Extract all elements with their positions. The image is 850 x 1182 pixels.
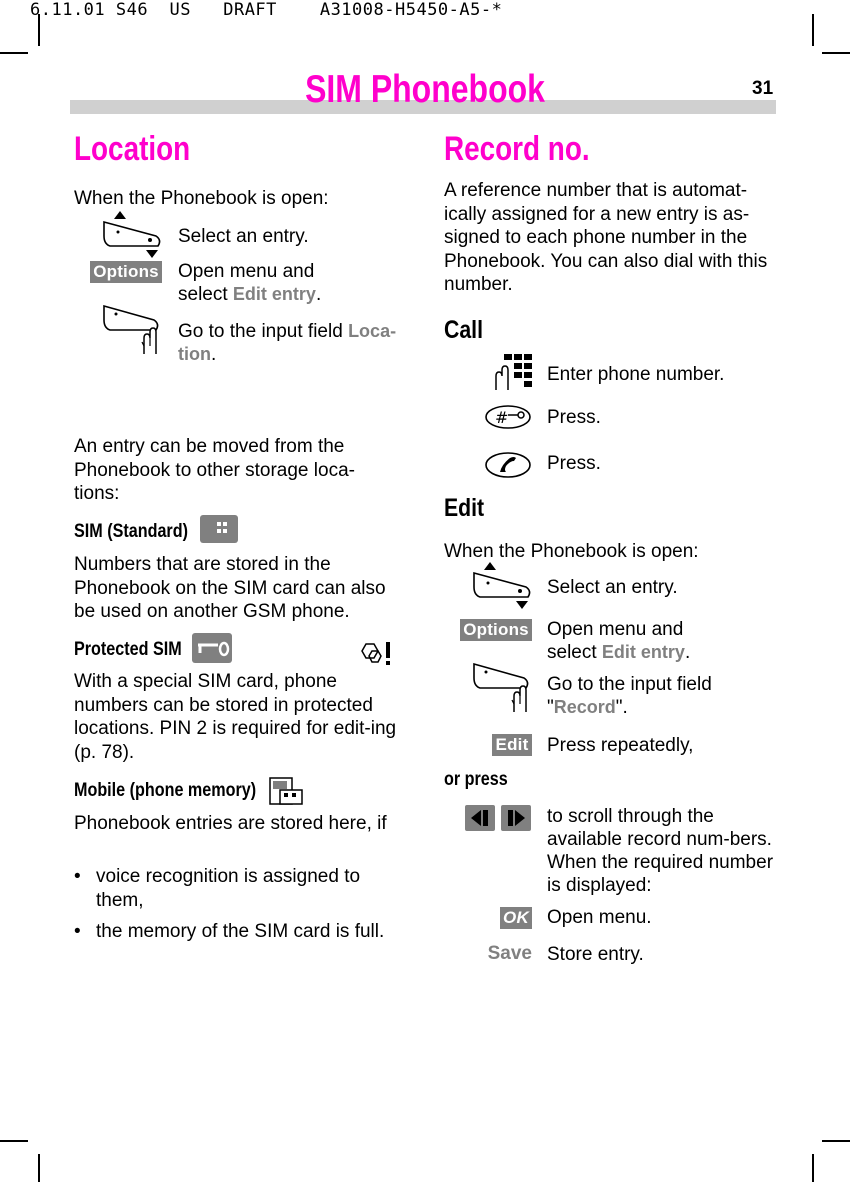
navigation-key-icon [470, 561, 534, 611]
crop-mark [812, 14, 814, 46]
hash-key-icon [484, 403, 532, 431]
protected-sim-label: Protected SIM [74, 639, 182, 660]
navigation-key-press-icon [470, 660, 534, 714]
navigation-key-icon [100, 210, 164, 260]
or-press-label: or press [444, 769, 508, 790]
navigation-key-press-icon [100, 302, 164, 356]
draft-line: 6.11.01 S46 US DRAFT A31008-H5450-A5-* [30, 0, 503, 20]
location-step3-label: Go to the input field [178, 321, 343, 342]
scroll-text: to scroll through the available record num-bers. When the required number is displayed: [547, 806, 774, 896]
edit-intro: When the Phonebook is open: [444, 541, 699, 562]
crop-mark [812, 1154, 814, 1182]
period: . [684, 642, 691, 663]
select-word: select [547, 642, 597, 663]
edit-step2-line2 [547, 641, 690, 664]
edit-step1-text: Select an entry. [547, 577, 678, 598]
location-intro: When the Phonebook is open: [74, 188, 329, 209]
period: . [315, 284, 322, 305]
edit-step2-text [547, 618, 690, 664]
location-step2-text [178, 260, 321, 306]
svg-text:#: # [495, 408, 509, 427]
edit-entry-keyword: Edit entry [601, 642, 685, 662]
mobile-label: Mobile (phone memory) [74, 780, 257, 801]
call-step2-text: Press. [547, 407, 601, 428]
location-step3-text [178, 320, 413, 366]
sim-standard-label: SIM (Standard) [74, 521, 188, 542]
list-item [74, 920, 404, 944]
page-title: SIM Phonebook [305, 68, 545, 111]
sim-icon [200, 515, 238, 543]
keypad-icon [488, 352, 532, 392]
bullet-icon: • [74, 866, 81, 887]
scroll-right-icon[interactable] [501, 805, 531, 831]
save-softkey[interactable]: Save [487, 943, 532, 964]
quote-close: ". [615, 697, 628, 718]
location-step2-line1: Open menu and [178, 261, 315, 282]
period: . [211, 344, 217, 365]
call-heading: Call [444, 316, 483, 344]
network-warning-icon [358, 640, 394, 668]
edit-step2-line1: Open menu and [547, 619, 684, 640]
location-step2-line2 [178, 283, 321, 306]
location-keyword: Loca-tion [178, 321, 397, 364]
options-softkey[interactable]: Options [90, 261, 162, 283]
crop-mark [822, 52, 850, 54]
select-word: select [178, 284, 228, 305]
edit-step4-text: Press repeatedly, [547, 735, 694, 756]
list-item [74, 865, 404, 912]
crop-mark [0, 52, 28, 54]
ok-text: Open menu. [547, 907, 652, 928]
phone-memory-icon [268, 776, 304, 806]
protected-sim-text: With a special SIM card, phone numbers can be stored in protected locations. PIN 2 is required for edit-ing (p. 78). [74, 671, 397, 763]
edit-step3-line1: Go to the input field [547, 674, 712, 695]
edit-softkey[interactable]: Edit [492, 734, 532, 756]
bullet-text-2: the memory of the SIM card is full. [96, 921, 385, 942]
edit-heading: Edit [444, 494, 485, 522]
edit-step3-line2 [547, 696, 712, 719]
crop-mark [822, 1140, 850, 1142]
record-keyword: Record [553, 697, 616, 717]
scroll-left-icon[interactable] [465, 805, 495, 831]
key-icon [192, 633, 232, 663]
quote-open: " [547, 697, 554, 718]
crop-mark [38, 1154, 40, 1182]
bullet-icon: • [74, 921, 81, 942]
record-text: A reference number that is automat-ically assigned for a new entry is as-signed to each phone number in the Phonebook. You can also dial with this number. [444, 180, 768, 295]
edit-entry-keyword: Edit entry [232, 284, 316, 304]
options-softkey[interactable]: Options [460, 619, 532, 641]
location-step1-text: Select an entry. [178, 226, 309, 247]
move-text: An entry can be moved from the Phonebook to other storage loca-tions: [74, 436, 355, 504]
save-text: Store entry. [547, 944, 644, 965]
call-step3-text: Press. [547, 453, 601, 474]
bullet-text-1: voice recognition is assigned to them, [96, 866, 361, 911]
ok-softkey[interactable]: OK [500, 907, 532, 929]
location-heading: Location [74, 130, 191, 168]
sim-standard-text: Numbers that are stored in the Phonebook on the SIM card can also be used on another GSM phone. [74, 554, 386, 622]
crop-mark [0, 1140, 28, 1142]
record-heading: Record no. [444, 130, 590, 168]
mobile-text: Phonebook entries are stored here, if [74, 813, 387, 834]
edit-step3-text [547, 673, 712, 719]
call-key-icon [484, 450, 532, 480]
page-number: 31 [752, 78, 774, 99]
call-step1-text: Enter phone number. [547, 364, 725, 385]
